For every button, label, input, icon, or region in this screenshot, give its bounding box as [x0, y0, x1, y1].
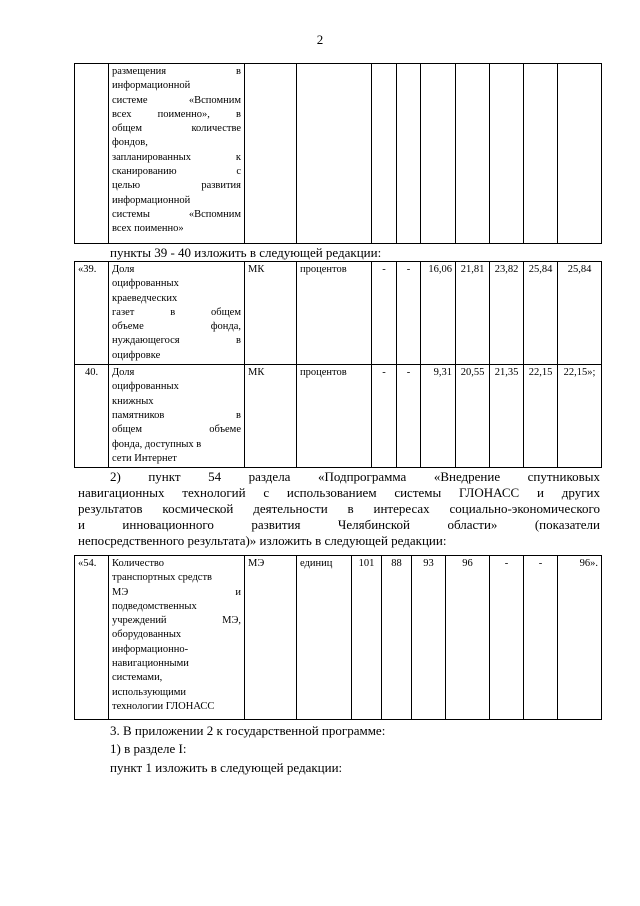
desc-line: навигационными: [112, 658, 189, 670]
paragraph-line: 2) пункт 54 раздела «Подпрограмма «Внедрение спутниковых: [110, 469, 600, 484]
paragraph-line: результатов космической деятельности в интересах социально-экономического: [78, 501, 600, 516]
desc-line: фонда, доступных в: [112, 438, 202, 450]
cell-value: 16,06: [421, 262, 456, 365]
cell-num: «54.: [75, 556, 109, 720]
paragraph-4: 1) в разделе I:: [110, 741, 187, 756]
desc-line: целью развития: [112, 180, 241, 192]
cell-value: -: [397, 365, 421, 468]
desc-line: общем количестве: [112, 123, 241, 135]
cell-value: -: [524, 556, 558, 720]
desc-line: МЭ и: [112, 586, 241, 598]
table-continuation: [74, 63, 602, 244]
desc-line: сети Интернет: [112, 452, 177, 464]
desc-line: газет в общем: [112, 306, 241, 318]
desc-line: книжных: [112, 395, 154, 407]
paragraph-line: и инновационного развития Челябинской области» (показатели: [78, 517, 600, 532]
desc-line: оцифрованных: [112, 381, 179, 393]
desc-line: оцифрованных: [112, 278, 179, 290]
desc-line: системами,: [112, 672, 163, 684]
cell-unit: процентов: [297, 365, 372, 468]
desc-line: подведомственных: [112, 600, 197, 612]
desc-line: системы «Вспомним: [112, 208, 241, 220]
cell-value: 93: [412, 556, 446, 720]
desc-line: оборудованных: [112, 629, 182, 641]
desc-line: транспортных средств: [112, 572, 213, 584]
desc-line: размещения в: [112, 66, 241, 77]
cell-num: «39.: [75, 262, 109, 365]
cell-value: 23,82: [490, 262, 524, 365]
cell-value: -: [372, 262, 397, 365]
cell-value: 21,35: [490, 365, 524, 468]
page-number: 2: [316, 32, 324, 47]
desc-line: Доля: [112, 264, 135, 275]
desc-line: Доля: [112, 367, 135, 379]
desc-line: системе «Вспомним: [112, 94, 241, 106]
cell-value: 20,55: [456, 365, 490, 468]
cell-value: 9,31: [421, 365, 456, 468]
desc-line: информационной: [112, 194, 191, 206]
paragraph-2: [78, 469, 600, 549]
intro-paragraph-1: пункты 39 - 40 изложить в следующей редакции:: [110, 245, 382, 260]
cell-value: 96».: [558, 556, 602, 720]
paragraph-3: 3. В приложении 2 к государственной программе:: [110, 723, 386, 738]
table-row: [75, 365, 602, 468]
cell-org: МК: [245, 365, 297, 468]
desc-line: нуждающегося в: [112, 335, 241, 347]
paragraph-5: пункт 1 изложить в следующей редакции:: [110, 760, 343, 775]
desc-line: краеведческих: [112, 292, 178, 304]
cell-num: [75, 64, 109, 244]
cell-value: 25,84: [524, 262, 558, 365]
cell-value: 25,84: [558, 262, 602, 365]
desc-line: памятников в: [112, 409, 241, 421]
table-items-39-40: [74, 261, 602, 468]
cell-unit: процентов: [297, 262, 372, 365]
desc-line: оцифровке: [112, 349, 161, 361]
table-row: [75, 262, 602, 365]
indicator-description: [109, 64, 245, 244]
desc-line: всех поименно»: [112, 223, 184, 235]
cell-value: 101: [352, 556, 382, 720]
desc-line: использующими: [112, 686, 187, 698]
desc-line: технологии ГЛОНАСС: [112, 700, 215, 712]
indicator-description: [109, 262, 245, 365]
desc-line: общем объеме: [112, 424, 241, 436]
indicator-description: [109, 365, 245, 468]
paragraph-line: непосредственного результата)» изложить в следующей редакции:: [78, 533, 447, 548]
cell-value: 22,15: [524, 365, 558, 468]
table-row: [75, 64, 602, 244]
desc-line: фондов,: [112, 137, 148, 149]
desc-line: информационной: [112, 80, 191, 92]
cell-unit: единиц: [297, 556, 352, 720]
cell-value: -: [490, 556, 524, 720]
desc-line: запланированных к: [112, 151, 241, 163]
cell-value: 96: [446, 556, 490, 720]
cell-value: -: [372, 365, 397, 468]
cell-value: -: [397, 262, 421, 365]
table-row: [75, 556, 602, 720]
cell-value: 88: [382, 556, 412, 720]
paragraph-line: навигационных технологий с использованием системы ГЛОНАСС и других: [78, 485, 600, 500]
desc-line: сканированию с: [112, 166, 241, 178]
indicator-description: [109, 556, 245, 720]
cell-num: 40.: [75, 365, 109, 468]
cell-value: 21,81: [456, 262, 490, 365]
desc-line: Количество: [112, 558, 165, 569]
desc-line: информационно-: [112, 643, 189, 655]
desc-line: всех поименно», в: [112, 108, 241, 120]
cell-value: 22,15»;: [558, 365, 602, 468]
table-item-54: [74, 555, 602, 720]
desc-line: объеме фонда,: [112, 321, 241, 333]
cell-org: МЭ: [245, 556, 297, 720]
cell-org: МК: [245, 262, 297, 365]
desc-line: учреждений МЭ,: [112, 615, 241, 627]
